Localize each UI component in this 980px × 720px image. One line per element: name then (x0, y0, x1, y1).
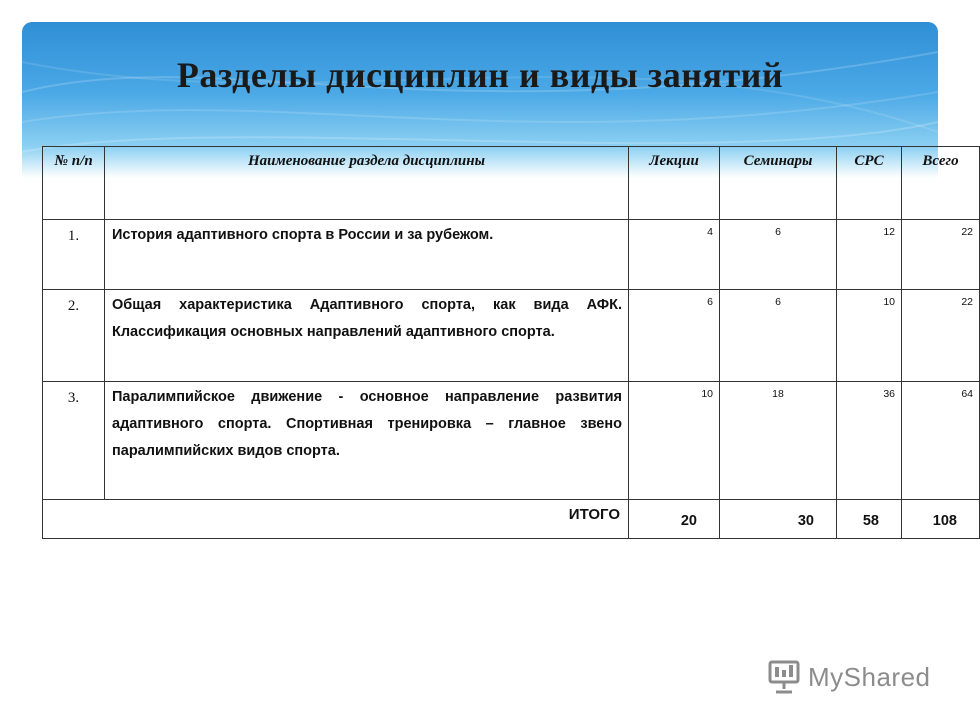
header-name: Наименование раздела дисциплины (105, 147, 629, 220)
header-num: № п/п (43, 147, 105, 220)
table-row (43, 382, 980, 500)
row-srs: 10 (837, 290, 902, 382)
totals-lectures: 20 (629, 500, 720, 539)
row-seminars: 6 (720, 220, 837, 290)
row-seminars: 6 (720, 290, 837, 382)
totals-total: 108 (902, 500, 980, 539)
totals-label: ИТОГО (43, 500, 629, 539)
row-name: Паралимпийское движение - основное направление развития адаптивного спорта. Спортивная тренировка – главное звено паралимпийских видов спорта. (105, 382, 629, 500)
row-total: 22 (902, 220, 980, 290)
row-num: 1. (43, 220, 105, 290)
row-total: 64 (902, 382, 980, 500)
totals-row (43, 500, 980, 539)
table-row (43, 220, 980, 290)
row-seminars: 18 (720, 382, 837, 500)
row-lectures: 6 (629, 290, 720, 382)
header-lectures: Лекции (629, 147, 720, 220)
row-srs: 12 (837, 220, 902, 290)
disciplines-table (42, 146, 980, 539)
header-srs: СРС (837, 147, 902, 220)
row-srs: 36 (837, 382, 902, 500)
row-name: Общая характеристика Адаптивного спорта, как вида АФК. Классификация основных направлений адаптивного спорта. (105, 290, 629, 382)
header-seminars: Семинары (720, 147, 837, 220)
totals-seminars: 30 (720, 500, 837, 539)
slide-title: Разделы дисциплин и виды занятий (176, 55, 784, 95)
row-total: 22 (902, 290, 980, 382)
row-num: 3. (43, 382, 105, 500)
totals-srs: 58 (837, 500, 902, 539)
row-num: 2. (43, 290, 105, 382)
header-total: Всего (902, 147, 980, 220)
table-row (43, 290, 980, 382)
row-name: История адаптивного спорта в России и за рубежом. (105, 220, 629, 290)
row-lectures: 4 (629, 220, 720, 290)
table-header-row (43, 147, 980, 220)
myshared-logo (766, 657, 936, 697)
row-lectures: 10 (629, 382, 720, 500)
presentation-board-icon (766, 659, 802, 695)
logo-text: MyShared (808, 661, 931, 692)
